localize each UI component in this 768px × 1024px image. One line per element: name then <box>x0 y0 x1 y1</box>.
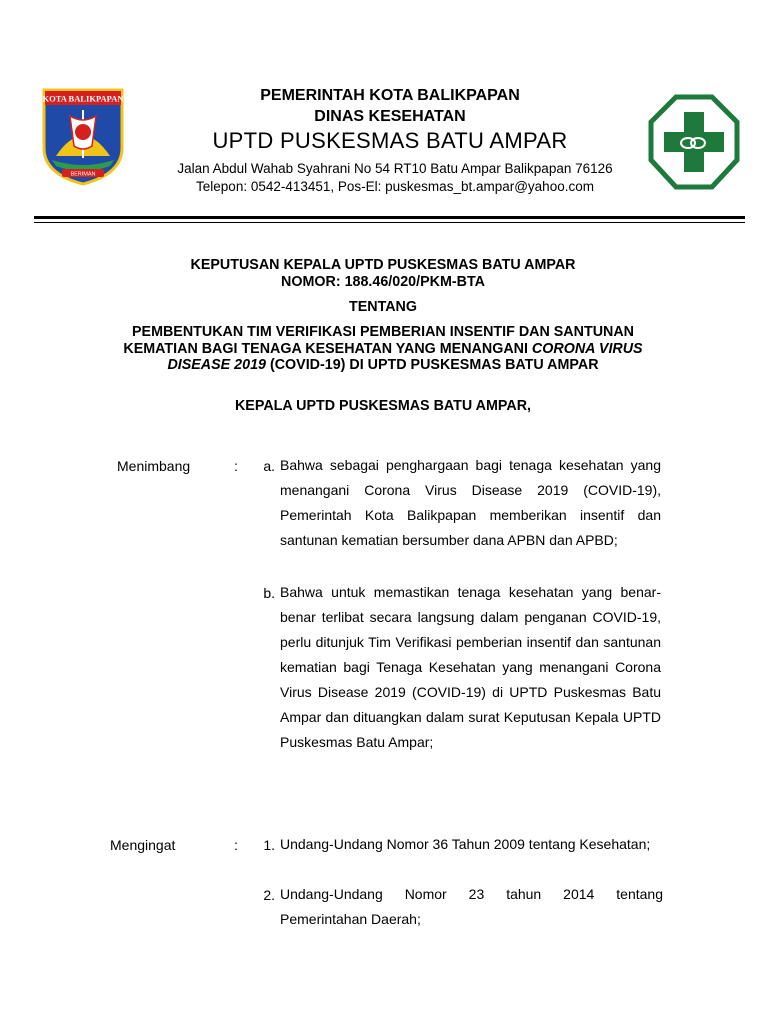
considering-item-b <box>280 580 661 755</box>
remembering-item-1-text: Undang-Undang Nomor 36 Tahun 2009 tentang Kesehatan; <box>280 836 651 852</box>
considering-item-b-marker: b. <box>263 585 275 601</box>
remembering-item-1-marker: 1. <box>263 837 275 853</box>
letterhead-rule-thick <box>34 216 745 219</box>
considering-label: Menimbang <box>117 458 191 474</box>
decree-subject-line-2 <box>90 341 676 358</box>
decree-number: NOMOR: 188.46/020/PKM-BTA <box>281 274 485 290</box>
emblem-motto-text: BERIMAN <box>70 171 96 178</box>
considering-item-b-text: Bahwa untuk memastikan tenaga kesehatan yang benar-benar terlibat secara langsung dalam penganan COVID-19, perlu ditunjuk Tim Verifikasi pemberian insentif dan santunan kematian bagi Tenaga Kesehatan yang menangani Corona Virus Disease 2019 (COVID-19) di UPTD Puskesmas Batu Ampar dan dituangkan dalam surat Keputusan Kepala UPTD Puskesmas Batu Ampar; <box>280 584 661 750</box>
considering-colon: : <box>234 458 238 474</box>
remembering-item-2-text: Undang-Undang Nomor 23 tahun 2014 tentang Pemerintahan Daerah; <box>280 886 663 927</box>
remembering-colon: : <box>234 837 238 853</box>
letterhead-address: Jalan Abdul Wahab Syahrani No 54 RT10 Batu Ampar Balikpapan 76126 <box>177 161 613 176</box>
decree-about: TENTANG <box>348 299 418 315</box>
puskesmas-logo <box>648 94 740 190</box>
remembering-item-2-marker: 2. <box>263 887 275 903</box>
kota-balikpapan-emblem <box>40 86 126 186</box>
decree-subject-line-1: PEMBENTUKAN TIM VERIFIKASI PEMBERIAN INSENTIF DAN SANTUNAN <box>132 324 634 340</box>
department-title: DINAS KESEHATAN <box>314 108 466 125</box>
decree-issuer: KEPALA UPTD PUSKESMAS BATU AMPAR, <box>234 398 531 414</box>
remembering-item-1 <box>280 832 663 857</box>
unit-title: UPTD PUSKESMAS BATU AMPAR <box>212 128 568 153</box>
decree-subject-line-2-italic: CORONA VIRUS <box>531 341 643 357</box>
letterhead-rule-thin <box>34 222 745 223</box>
decree-subject-line-3-italic: DISEASE 2019 <box>167 357 266 373</box>
emblem-city-text: KOTA BALIKPAPAN <box>42 93 124 104</box>
considering-item-a-marker: a. <box>263 458 275 474</box>
decree-subject-line-3-plain: (COVID-19) DI UPTD PUSKESMAS BATU AMPAR <box>265 357 599 373</box>
government-title: PEMERINTAH KOTA BALIKPAPAN <box>260 87 520 104</box>
decree-subject-line-3 <box>90 357 676 374</box>
considering-item-a <box>280 453 661 553</box>
remembering-label: Mengingat <box>110 837 176 853</box>
decree-title: KEPUTUSAN KEPALA UPTD PUSKESMAS BATU AMPAR <box>190 257 576 273</box>
remembering-item-2 <box>280 882 663 932</box>
considering-item-a-text: Bahwa sebagai penghargaan bagi tenaga kesehatan yang menangani Corona Virus Disease 2019 (COVID-19), Pemerintah Kota Balikpapan memberikan insentif dan santunan kematian bersumber dana APBN dan APBD; <box>280 457 661 548</box>
decree-subject-line-2-plain: KEMATIAN BAGI TENAGA KESEHATAN YANG MENANGANI <box>123 341 532 357</box>
letterhead-contact: Telepon: 0542-413451, Pos-El: puskesmas_bt.ampar@yahoo.com <box>196 179 594 194</box>
